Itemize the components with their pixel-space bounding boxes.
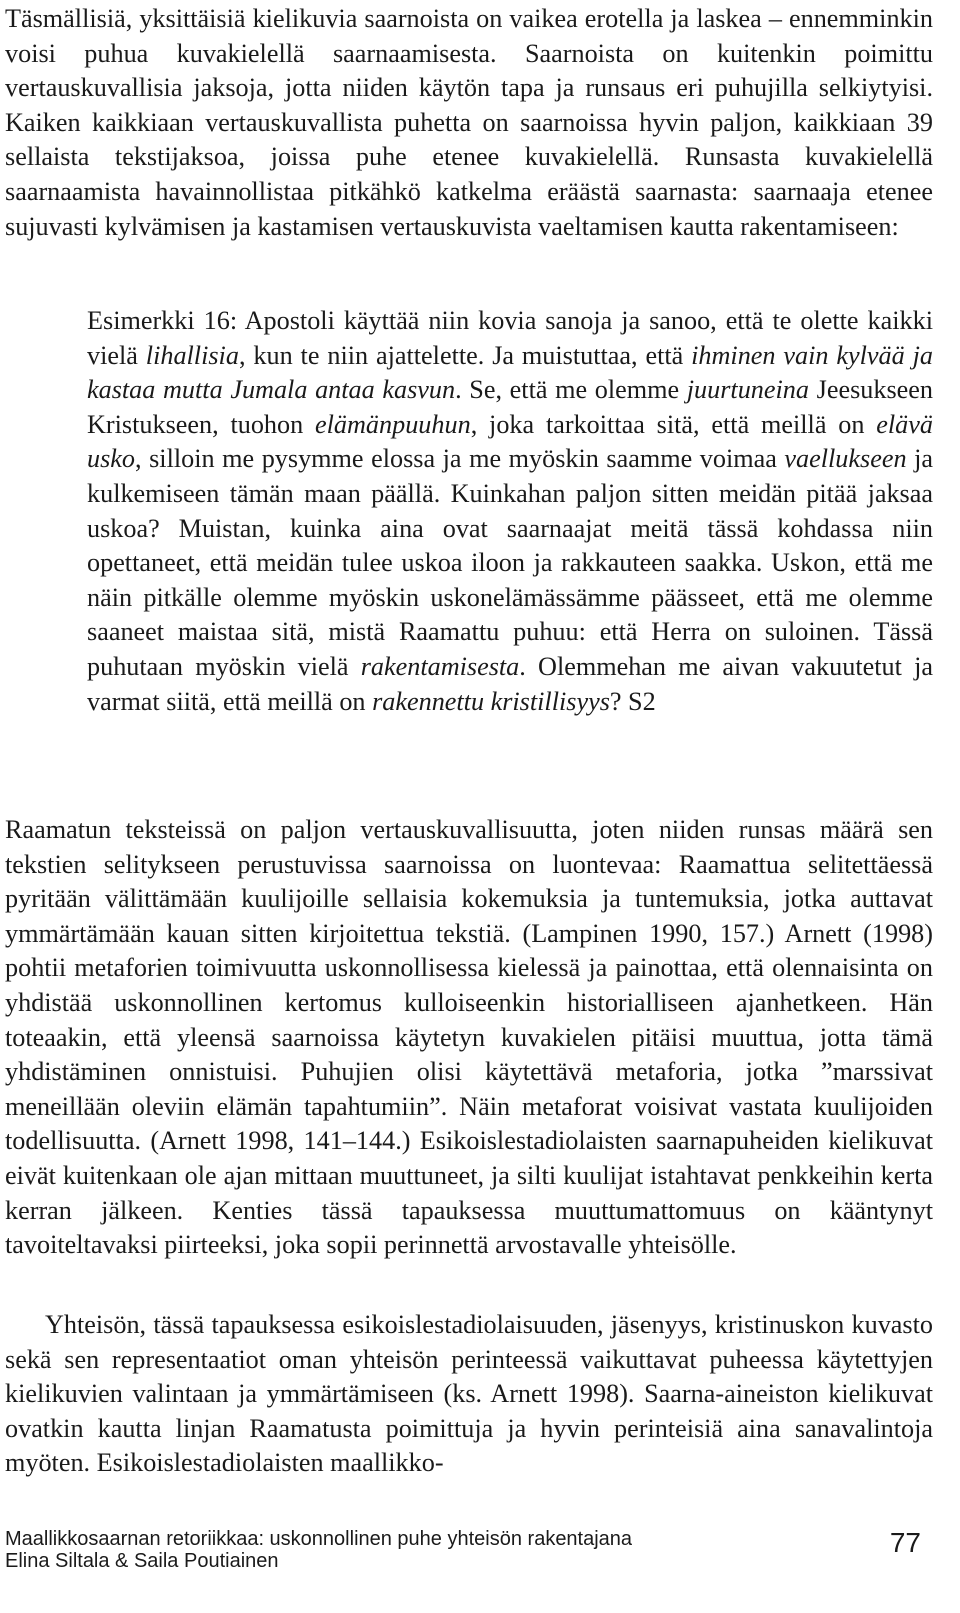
footer-authors: Elina Siltala & Saila Poutiainen [5,1550,279,1572]
body-paragraph-1: Täsmällisiä, yksittäisiä kielikuvia saarnoista on vaikea erotella ja laskea – ennemminkin voisi puhua kuvakielellä saarnaamisesta. Saarnoista on kuitenkin poimittu vertauskuvallisia jaksoja, jotta niiden käytön tapa ja runsaus eri puhujilla selkiytyisi. Kaiken kaikkiaan vertauskuvallista puhetta on saarnoissa hyvin paljon, kaikkiaan 39 sellaista tekstijaksoa, joissa puhe etenee kuvakielellä. Runsasta kuvakielellä saarnaamista havainnollistaa pitkähkö katkelma eräästä saarnasta: saarnaaja etenee sujuvasti kylvämisen ja kastamisen vertauskuvista vaeltamisen kautta rakentamiseen: [5,4,933,241]
page-footer [5,1528,933,1608]
quote-italic: rakennettu kristillisyys [372,686,610,716]
quote-text: , silloin me pysymme elossa ja me myöskin saamme voimaa [135,444,785,474]
page-number: 77 [889,1527,921,1558]
quote-italic: elävä usko [87,409,933,474]
quote-text: . Olemmehan me aivan vakuutetut ja varmat siitä, että meillä on [87,651,933,716]
quote-italic: juurtuneina [686,375,809,405]
quote-italic: ihminen vain kylvää ja kastaa mutta Jumala antaa kasvun [87,340,933,405]
quote-italic: rakentamisesta [360,651,520,681]
quote-text: ? S2 [609,686,656,716]
quote-text: ja kulkemiseen tämän maan päällä. Kuinkahan paljon sitten meidän pitää jaksaa uskoa? Muistan, kuinka aina ovat saarnaajat meitä tässä kohdassa niin opettaneet, että meidän tulee uskoa iloon ja rakkauteen saakka. Uskon, että me näin pitkälle olemme myöskin uskonelämässämme päässeet, että me olemme saaneet maistaa sitä, mistä Raamattu puhuu: että Herra on suloinen. Tässä puhutaan myöskin vielä [87,444,933,681]
quote-text: , joka tarkoittaa sitä, että meillä on [470,409,877,439]
body-paragraph-2: Raamatun teksteissä on paljon vertauskuvallisuutta, joten niiden runsas määrä sen tekstien selitykseen perustuvissa saarnoissa on luontevaa: Raamattua selitettäessä pyritään välittämään kuulijoille sellaisia kokemuksia ja tuntemuksia, jotka auttavat ymmärtämään kauan sitten kirjoitettua tekstiä. (Lampinen 1990, 157.) Arnett (1998) pohtii metaforien toimivuutta uskonnollisessa kielessä ja painottaa, että olennaisinta on yhdistää uskonnollinen kertomus kulloiseenkin historialliseen ajanhetkeen. Hän toteaakin, että yleensä saarnoissa käytetyn kuvakielen pitäisi muuttua, jotta tämä yhdistäminen onnistuisi. Puhujien olisi käytettävä metaforia, jotka ”marssivat meneillään oleviin elämän tapahtumiin”. Näin metaforat voisivat vastata kuulijoiden todellisuutta. (Arnett 1998, 141–144.) Esikoislestadiolaisten saarnapuheiden kielikuvat eivät kuitenkaan ole ajan mittaan muuttuneet, ja silti kuulijat istahtavat penkkeihin kerta kerran jälkeen. Kenties tässä tapauksessa muuttumattomuus on kääntynyt tavoiteltavaksi piirteeksi, joka sopii perinnettä arvostavalle yhteisölle. [5,815,933,1260]
block-quote-example-16 [87,304,933,719]
quote-italic: elämänpuuhun [315,409,471,439]
quote-text: , kun te niin ajattelette. Ja muistuttaa, että [238,340,692,370]
quote-text: . Se, että me olemme [455,375,687,405]
body-paragraph-3: Yhteisön, tässä tapauksessa esikoislestadiolaisuuden, jäsenyys, kristinuskon kuvasto sekä sen representaatiot oman yhteisön perinteessä vaikuttavat puheessa käytettyjen kielikuvien valintaan ja ymmärtämiseen (ks. Arnett 1998). Saarna-aineiston kielikuvat ovatkin kautta linjan Raamatusta poimittuja ja hyvin perinteisiä aina sanavalintoja myöten. Esikoislestadiolaisten maallikko- [5,1310,933,1478]
quote-text: Esimerkki 16: Apostoli käyttää niin kovia sanoja ja sanoo, että te olette kaikki vielä [87,306,933,370]
footer-title: Maallikkosaarnan retoriikkaa: uskonnollinen puhe yhteisön rakentajana [5,1528,633,1550]
quote-italic: vaellukseen [784,444,907,474]
quote-italic: lihallisia [145,340,239,370]
page [5,0,933,1613]
quote-text: Jeesukseen Kristukseen, tuohon [87,375,933,439]
